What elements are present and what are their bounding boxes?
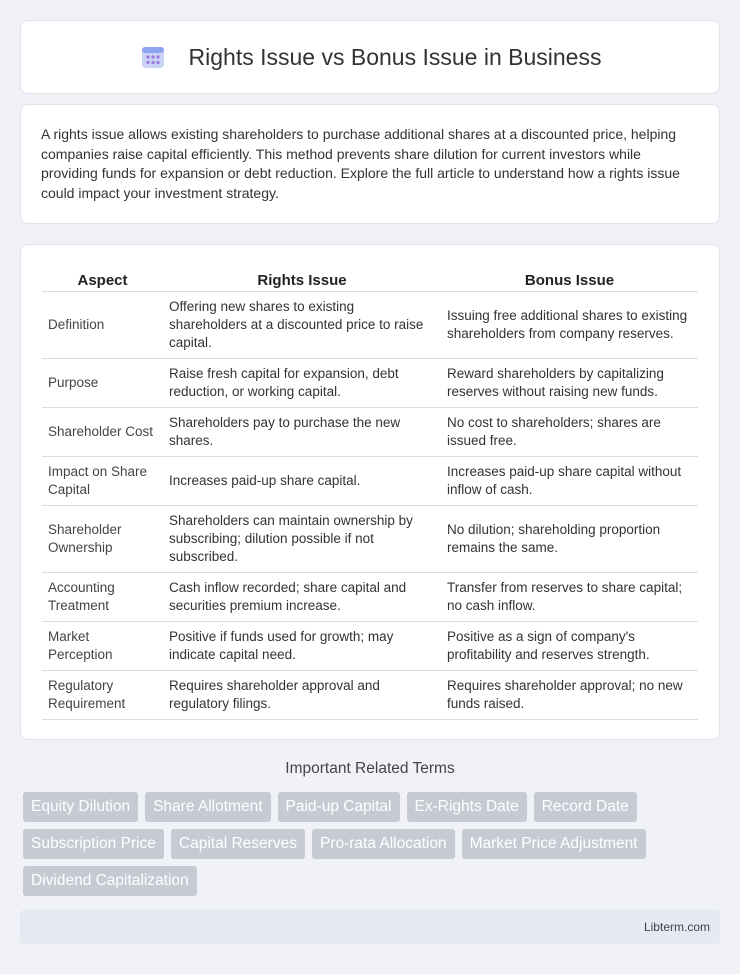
table-row — [42, 670, 698, 719]
bonus-cell: Transfer from reserves to share capital; no cash inflow. — [441, 572, 698, 621]
related-terms-list — [23, 792, 723, 903]
aspect-cell: Accounting Treatment — [42, 572, 163, 621]
aspect-cell: Definition — [42, 291, 163, 358]
column-header: Rights Issue — [257, 271, 347, 289]
table-row — [42, 572, 698, 621]
bonus-cell: No cost to shareholders; shares are issued free. — [441, 407, 698, 456]
column-header: Aspect — [77, 271, 128, 289]
calendar-icon — [139, 43, 167, 71]
table-row — [42, 456, 698, 505]
bonus-cell: Issuing free additional shares to existing shareholders from company reserves. — [441, 291, 698, 358]
comparison-table-card — [20, 244, 720, 740]
footer — [20, 910, 720, 944]
related-term-tag[interactable]: Record Date — [534, 792, 637, 822]
aspect-cell: Shareholder Cost — [42, 407, 163, 456]
bonus-cell: No dilution; shareholding proportion remains the same. — [441, 505, 698, 572]
rights-cell: Offering new shares to existing shareholders at a discounted price to raise capital. — [163, 291, 441, 358]
bonus-cell: Increases paid-up share capital without inflow of cash. — [441, 456, 698, 505]
related-term-tag[interactable]: Ex-Rights Date — [407, 792, 527, 822]
rights-cell: Positive if funds used for growth; may indicate capital need. — [163, 621, 441, 670]
rights-cell: Requires shareholder approval and regulatory filings. — [163, 670, 441, 719]
aspect-cell: Shareholder Ownership — [42, 505, 163, 572]
intro-card — [20, 104, 720, 224]
related-term-tag[interactable]: Paid-up Capital — [278, 792, 400, 822]
table-row — [42, 358, 698, 407]
column-header: Bonus Issue — [524, 271, 615, 289]
related-term-tag[interactable]: Equity Dilution — [23, 792, 138, 822]
related-term-tag[interactable]: Pro-rata Allocation — [312, 829, 455, 859]
rights-cell: Shareholders pay to purchase the new shares. — [163, 407, 441, 456]
related-term-tag[interactable]: Share Allotment — [145, 792, 270, 822]
aspect-cell: Impact on Share Capital — [42, 456, 163, 505]
aspect-cell: Purpose — [42, 358, 163, 407]
comparison-table — [42, 265, 698, 720]
related-term-tag[interactable]: Subscription Price — [23, 829, 164, 859]
bonus-cell: Positive as a sign of company's profitability and reserves strength. — [441, 621, 698, 670]
bonus-cell: Requires shareholder approval; no new funds raised. — [441, 670, 698, 719]
intro-text: A rights issue allows existing shareholders to purchase additional shares at a discounted price, helping companies raise capital efficiently. This method prevents share dilution for current investors while providing funds for expansion or debt reduction. Explore the full article to understand how a rights issue could impact your investment strategy. — [41, 126, 680, 201]
table-header-row — [42, 265, 698, 291]
related-term-tag[interactable]: Market Price Adjustment — [462, 829, 646, 859]
rights-cell: Shareholders can maintain ownership by subscribing; dilution possible if not subscribed. — [163, 505, 441, 572]
related-term-tag[interactable]: Dividend Capitalization — [23, 866, 197, 896]
aspect-cell: Market Perception — [42, 621, 163, 670]
table-row — [42, 621, 698, 670]
title-card — [20, 20, 720, 94]
aspect-cell: Regulatory Requirement — [42, 670, 163, 719]
page-title: Rights Issue vs Bonus Issue in Business — [188, 43, 602, 70]
related-term-tag[interactable]: Capital Reserves — [171, 829, 305, 859]
bonus-cell: Reward shareholders by capitalizing reserves without raising new funds. — [441, 358, 698, 407]
rights-cell: Cash inflow recorded; share capital and securities premium increase. — [163, 572, 441, 621]
footer-site-link[interactable]: Libterm.com — [643, 920, 710, 934]
rights-cell: Increases paid-up share capital. — [163, 456, 441, 505]
table-row — [42, 291, 698, 358]
table-row — [42, 505, 698, 572]
table-row — [42, 407, 698, 456]
rights-cell: Raise fresh capital for expansion, debt reduction, or working capital. — [163, 358, 441, 407]
related-terms-title: Important Related Terms — [285, 760, 455, 777]
